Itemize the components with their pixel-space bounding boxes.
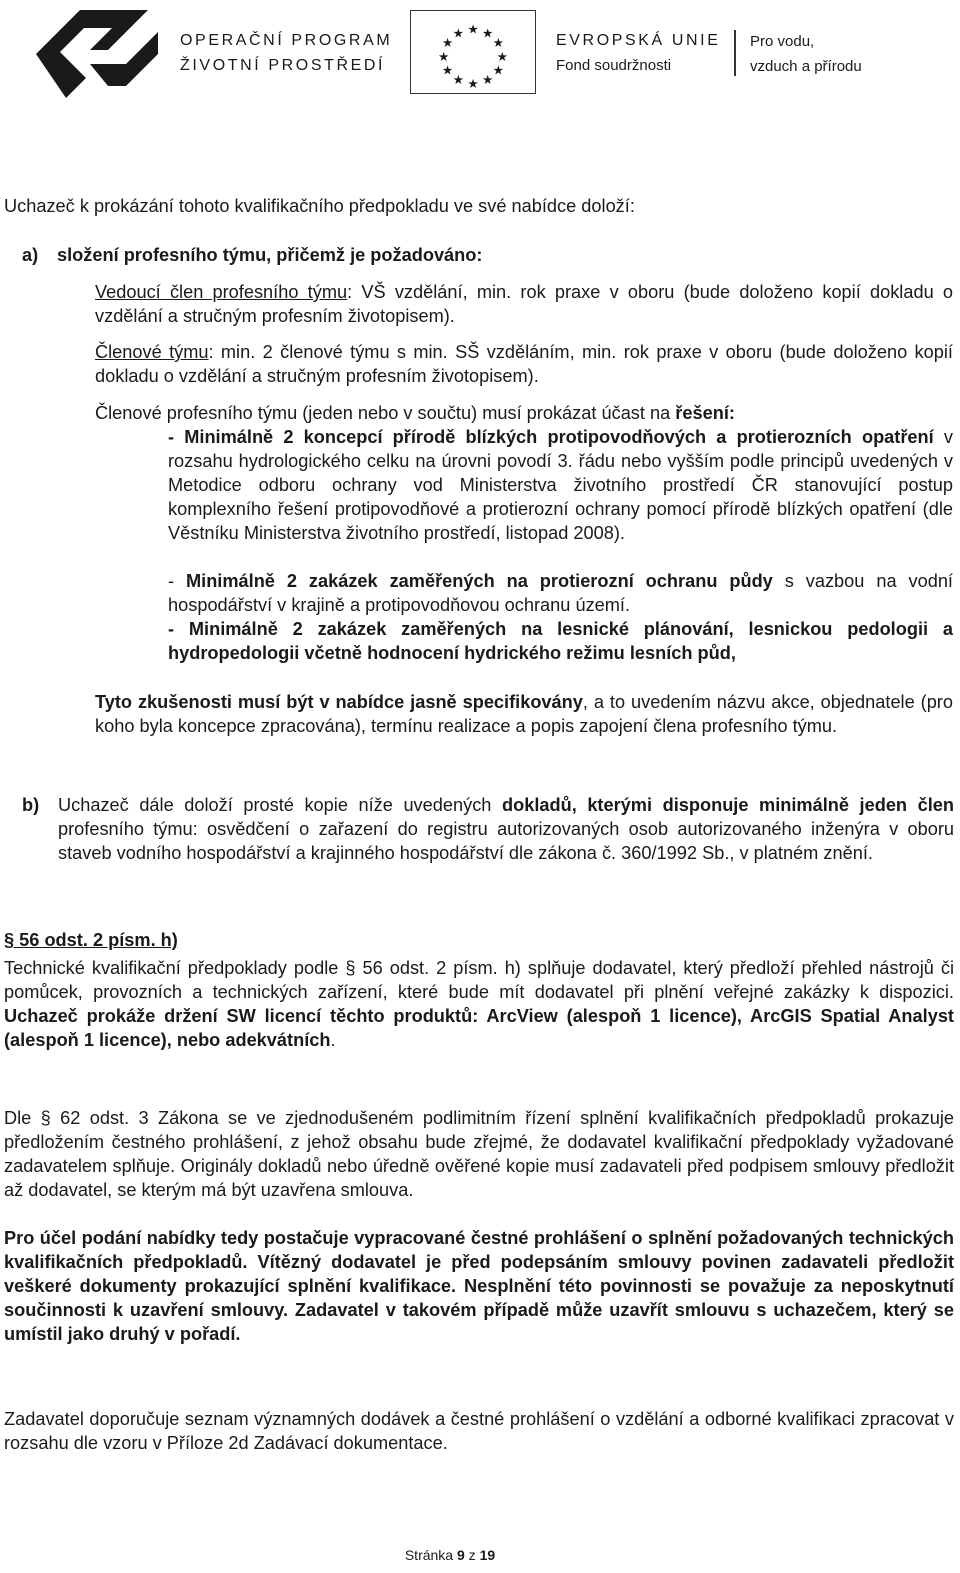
program-line-2: ŽIVOTNÍ PROSTŘEDÍ xyxy=(180,57,386,74)
item-2-bold: Minimálně 2 zakázek zaměřených na protierozní ochranu půdy xyxy=(185,571,773,591)
motto-line-2: vzduch a přírodu xyxy=(750,58,862,75)
op-zp-logo-icon xyxy=(30,4,162,104)
members-solutions xyxy=(95,401,953,425)
members-paragraph xyxy=(95,340,953,388)
motto-line-1: Pro vodu, xyxy=(750,33,815,50)
section-b-paragraph xyxy=(58,793,954,865)
svg-text:★: ★ xyxy=(452,72,465,88)
program-line-1: OPERAČNÍ PROGRAM xyxy=(180,32,393,49)
svg-text:★: ★ xyxy=(496,48,508,64)
experience-text: , a to uvedením názvu akce, objednatele (pro koho byla koncepce zpracována), termínu realizace a popis zapojení člena profesního týmu. xyxy=(95,692,953,736)
section-56-bold: Uchazeč prokáže držení SW licencí těchto produktů: ArcView (alespoň 1 licence), ArcGIS Spatial Analyst (alespoň 1 licence), nebo adekvátních xyxy=(4,1006,954,1050)
eu-flag-icon xyxy=(410,10,536,94)
item-2-dash: - xyxy=(168,571,186,591)
section-56-text: Technické kvalifikační předpoklady podle § 56 odst. 2 písm. h) splňuje dodavatel, který předloží přehled nástrojů či pomůcek, provozních a technických zařízení, které bude mít dodavatel při plnění veřejné zakázky k dispozici. xyxy=(4,958,954,1002)
section-a-title: složení profesního týmu, přičemž je požadováno: xyxy=(57,245,483,265)
para-bold: Pro účel podání nabídky tedy postačuje vypracované čestné prohlášení o splnění požadovaných technických kvalifikačních předpokladů. Vítězný dodavatel je před podepsáním smlouvy povinen zadavateli předložit veškeré dokumenty prokazující splnění kvalifikace. Nesplnění této povinnosti se považuje za neposkytnutí součinnosti k uzavření smlouvy. Zadavatel v takovém případě může uzavřít smlouvu s uchazečem, který se umístil jako druhý v pořadí. xyxy=(4,1228,954,1344)
motto xyxy=(750,29,862,79)
program-title xyxy=(180,28,392,78)
section-56-end: . xyxy=(330,1030,336,1050)
svg-text:★: ★ xyxy=(467,21,479,37)
svg-text:★: ★ xyxy=(481,72,494,88)
svg-text:★: ★ xyxy=(492,35,505,51)
svg-text:★: ★ xyxy=(438,48,450,64)
footer-prefix: Stránka xyxy=(404,1547,457,1563)
para-62: Dle § 62 odst. 3 Zákona se ve zjednodušeném podlimitním řízení splnění kvalifikačních předpokladů prokazuje předložením čestného prohlášení, z jehož obsahu bude zřejmé, že dodavatel kvalifikační předpoklady vyžadované zadavatelem splňuje. Originály dokladů nebo úředně ověřené kopie musí zadavateli před podpisem smlouvy předložit až dodavatel, se kterým má být uzavřena smlouva. xyxy=(4,1108,954,1200)
section-b-bold: dokladů, kterými disponuje minimálně jeden člen xyxy=(501,795,954,815)
leader-text: : VŠ vzdělání, min. rok praxe v oboru (bude doloženo kopií dokladu o vzdělání a stručným profesním životopisem). xyxy=(95,282,954,326)
eu-title: EVROPSKÁ UNIE xyxy=(556,32,721,49)
svg-text:★: ★ xyxy=(441,35,454,51)
members-solutions-bold: řešení: xyxy=(675,403,735,423)
section-a-label: a) xyxy=(22,245,39,265)
requirement-item-2 xyxy=(168,569,953,617)
para-final: Zadavatel doporučuje seznam významných dodávek a čestné prohlášení o vzdělání a odborné kvalifikaci zpracovat v rozsahu dle vzoru v Příloze 2d Zadávací dokumentace. xyxy=(4,1409,954,1453)
footer-total: 19 xyxy=(479,1547,496,1563)
experience-paragraph xyxy=(95,690,953,738)
section-b-text-2: profesního týmu: osvědčení o zařazení do registru autorizovaných osob autorizovaného inženýra v oboru staveb vodního hospodářství a krajinného hospodářství dle zákona č. 360/1992 Sb., v platném znění. xyxy=(58,819,954,863)
section-56-heading: § 56 odst. 2 písm. h) xyxy=(4,930,178,950)
item-1-bold: - Minimálně 2 koncepcí přírodě blízkých protipovodňových a protierozních opatření xyxy=(168,427,934,447)
requirement-item-3: - Minimálně 2 zakázek zaměřených na lesnické plánování, lesnickou pedologii a hydropedologii včetně hodnocení hydrického režimu lesních půd, xyxy=(168,619,953,663)
svg-text:★: ★ xyxy=(452,25,465,41)
leader-paragraph xyxy=(95,280,953,328)
item-1-text: v rozsahu hydrologického celku na úrovni povodí 3. řádu nebo vyšším podle principů uvedených v Metodice odboru ochrany vod Ministerstva životního prostředí ČR stanovující postup komplexního řešení protipovodňové a protierozní ochrany pomocí přírodě blízkých opatření (dle Věstníku Ministerstva životního prostředí, listopad 2008). xyxy=(168,427,953,543)
members-solutions-text: Členové profesního týmu (jeden nebo v součtu) musí prokázat účast na xyxy=(95,403,676,423)
page-header xyxy=(0,0,960,110)
svg-text:★: ★ xyxy=(441,62,454,78)
requirement-item-1 xyxy=(168,425,953,545)
section-b-text-1: Uchazeč dále doloží prosté kopie níže uvedených xyxy=(58,795,502,815)
svg-text:★: ★ xyxy=(481,25,494,41)
eu-fund: Fond soudržnosti xyxy=(556,57,672,74)
leader-label: Vedoucí člen profesního týmu xyxy=(95,282,348,302)
footer-middle: z xyxy=(464,1547,480,1563)
page-footer xyxy=(0,1547,900,1563)
svg-text:★: ★ xyxy=(467,76,479,92)
item-2-text: s vazbou na vodní hospodářství v krajině a protipovodňovou ochranu území. xyxy=(168,571,953,615)
header-divider xyxy=(734,30,736,76)
svg-text:★: ★ xyxy=(492,62,505,78)
section-b-label: b) xyxy=(22,795,40,815)
intro-text: Uchazeč k prokázání tohoto kvalifikačního předpokladu ve své nabídce doloží: xyxy=(4,196,635,216)
footer-page: 9 xyxy=(456,1547,465,1563)
experience-bold: Tyto zkušenosti musí být v nabídce jasně specifikovány xyxy=(95,692,583,712)
section-56-paragraph xyxy=(4,956,954,1052)
members-text: : min. 2 členové týmu s min. SŠ vzděláním, min. rok praxe v oboru (bude doloženo kopií dokladu o vzdělání a stručným profesním životopisem). xyxy=(95,342,953,386)
members-label: Členové týmu xyxy=(95,342,209,362)
